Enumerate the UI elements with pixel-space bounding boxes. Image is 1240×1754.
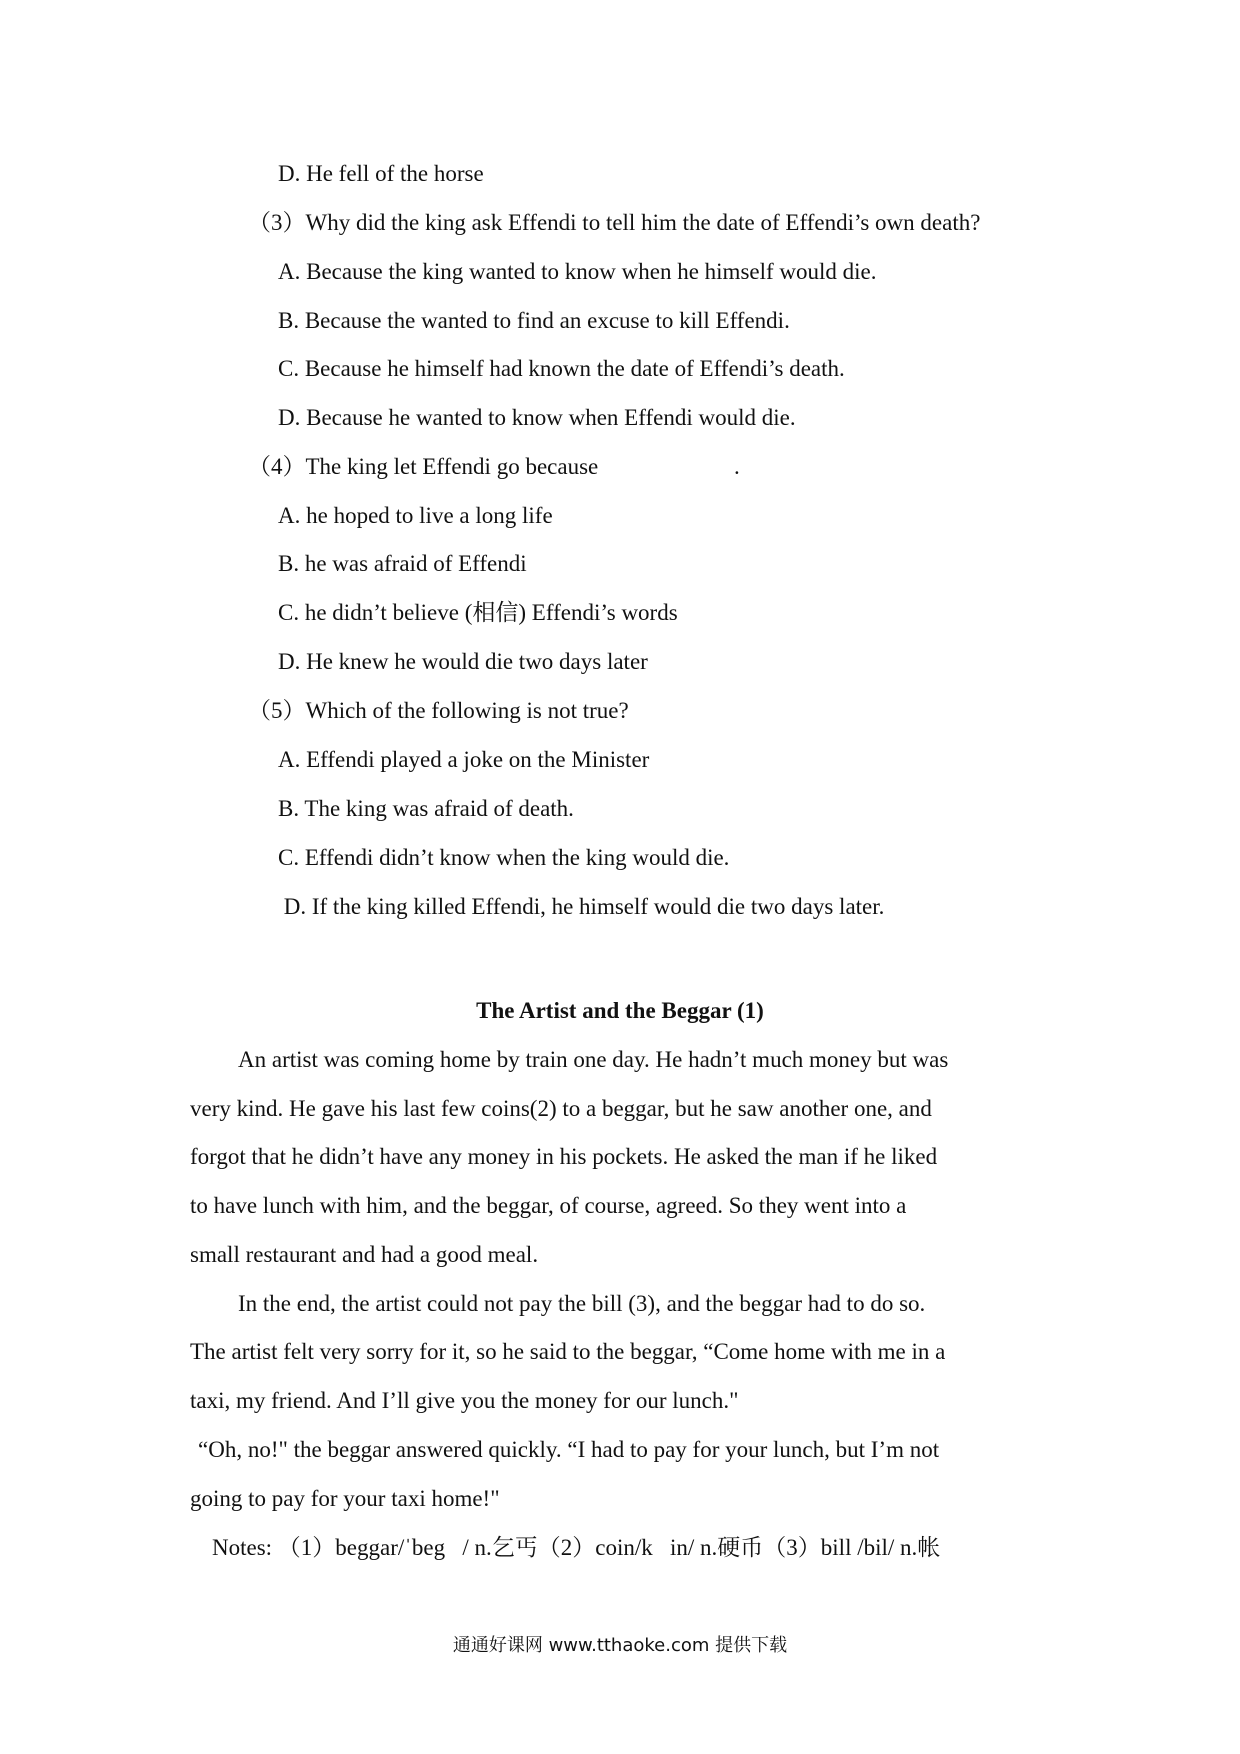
story-line: “Oh, no!" the beggar answered quickly. “I had to pay for your lunch, but I’m not — [198, 1437, 940, 1462]
story-line: very kind. He gave his last few coins(2) to a beggar, but he saw another one, and — [190, 1096, 932, 1121]
story-line: forgot that he didn’t have any money in his pockets. He asked the man if he liked — [190, 1144, 938, 1169]
story-line: small restaurant and had a good meal. — [190, 1242, 539, 1267]
vocabulary-notes: Notes: （1）beggar/ˈbeg / n.乞丐（2）coin/k in/ n.硬币（3）bill /bil/ n.帐 — [212, 1535, 941, 1560]
q4-option-a: A. he hoped to live a long life — [278, 503, 553, 528]
q4-question: （4）The king let Effendi go because — [248, 454, 599, 479]
story-line: The artist felt very sorry for it, so he said to the beggar, “Come home with me in a — [190, 1339, 946, 1364]
story-line: going to pay for your taxi home!" — [190, 1486, 500, 1511]
q3-option-a: A. Because the king wanted to know when he himself would die. — [278, 259, 877, 284]
q3-option-d: D. Because he wanted to know when Effendi would die. — [278, 405, 796, 430]
q4-option-c: C. he didn’t believe (相信) Effendi’s words — [278, 600, 678, 625]
story-line: to have lunch with him, and the beggar, of course, agreed. So they went into a — [190, 1193, 907, 1218]
q3-option-c: C. Because he himself had known the date of Effendi’s death. — [278, 356, 845, 381]
page-footer: 通通好课网 www.tthaoke.com 提供下载 — [452, 1635, 788, 1656]
q4-blank-end: . — [734, 454, 740, 479]
story-line: In the end, the artist could not pay the bill (3), and the beggar had to do so. — [238, 1291, 926, 1316]
story-title: The Artist and the Beggar (1) — [476, 998, 764, 1023]
q5-option-c: C. Effendi didn’t know when the king would die. — [278, 845, 730, 870]
q2-option-d: D. He fell of the horse — [278, 161, 484, 186]
q3-question: （3）Why did the king ask Effendi to tell him the date of Effendi’s own death? — [248, 210, 981, 235]
q5-question: （5）Which of the following is not true? — [248, 698, 629, 723]
q5-option-a: A. Effendi played a joke on the Minister — [278, 747, 650, 772]
story-line: taxi, my friend. And I’ll give you the money for our lunch." — [190, 1388, 739, 1413]
q4-option-b: B. he was afraid of Effendi — [278, 551, 527, 576]
q5-option-b: B. The king was afraid of death. — [278, 796, 574, 821]
q3-option-b: B. Because the wanted to find an excuse to kill Effendi. — [278, 308, 790, 333]
q5-option-d: D. If the king killed Effendi, he himself would die two days later. — [278, 894, 885, 919]
story-line: An artist was coming home by train one day. He hadn’t much money but was — [238, 1047, 949, 1072]
q4-option-d: D. He knew he would die two days later — [278, 649, 648, 674]
